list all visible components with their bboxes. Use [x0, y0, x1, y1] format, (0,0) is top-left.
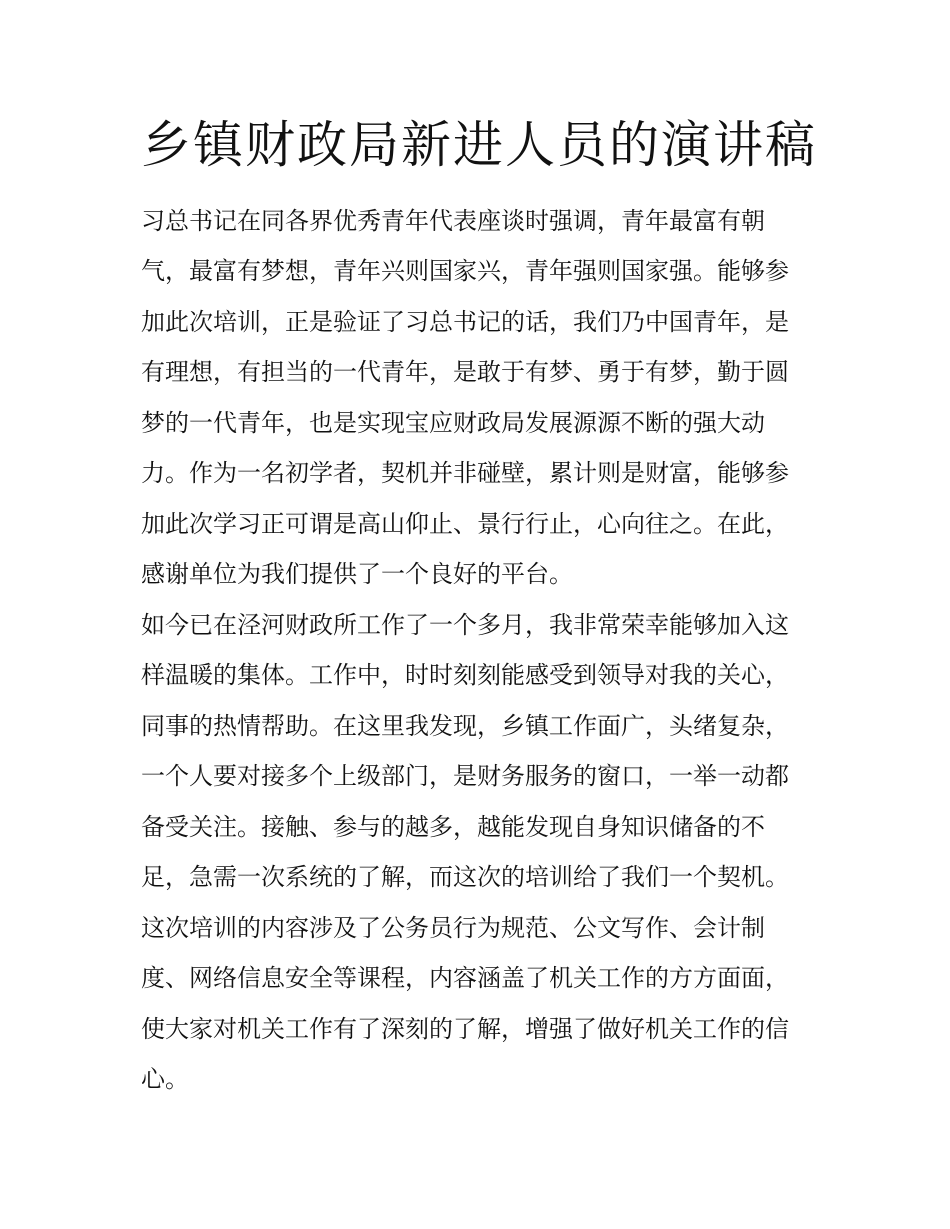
body-line-1: 习总书记在同各界优秀青年代表座谈时强调，青年最富有朝 — [141, 207, 765, 235]
body-line-2: 气，最富有梦想，青年兴则国家兴，青年强则国家强。能够参 — [141, 257, 789, 285]
body-line-9: 如今已在泾河财政所工作了一个多月，我非常荣幸能够加入这 — [141, 611, 789, 639]
body-line-16: 度、网络信息安全等课程，内容涵盖了机关工作的方方面面， — [141, 964, 789, 992]
body-line-18: 心。 — [141, 1065, 189, 1093]
body-line-8: 感谢单位为我们提供了一个良好的平台。 — [141, 560, 573, 588]
body-line-3: 加此次培训，正是验证了习总书记的话，我们乃中国青年，是 — [141, 308, 789, 336]
body-line-11: 同事的热情帮助。在这里我发现，乡镇工作面广，头绪复杂， — [141, 712, 789, 740]
document-title: 乡镇财政局新进人员的演讲稿 — [141, 116, 817, 174]
body-line-7: 加此次学习正可谓是高山仰止、景行行止，心向往之。在此， — [141, 510, 789, 538]
body-line-17: 使大家对机关工作有了深刻的了解，增强了做好机关工作的信 — [141, 1015, 789, 1043]
body-line-5: 梦的一代青年，也是实现宝应财政局发展源源不断的强大动 — [141, 409, 765, 437]
body-line-15: 这次培训的内容涉及了公务员行为规范、公文写作、会计制 — [141, 914, 765, 942]
body-line-6: 力。作为一名初学者，契机并非碰壁，累计则是财富，能够参 — [141, 459, 789, 487]
body-line-14: 足，急需一次系统的了解，而这次的培训给了我们一个契机。 — [141, 863, 789, 891]
body-line-10: 样温暖的集体。工作中，时时刻刻能感受到领导对我的关心， — [141, 661, 789, 689]
body-line-4: 有理想，有担当的一代青年，是敢于有梦、勇于有梦，勤于圆 — [141, 358, 789, 386]
body-line-12: 一个人要对接多个上级部门，是财务服务的窗口，一举一动都 — [141, 762, 789, 790]
body-line-13: 备受关注。接触、参与的越多，越能发现自身知识储备的不 — [141, 813, 765, 841]
